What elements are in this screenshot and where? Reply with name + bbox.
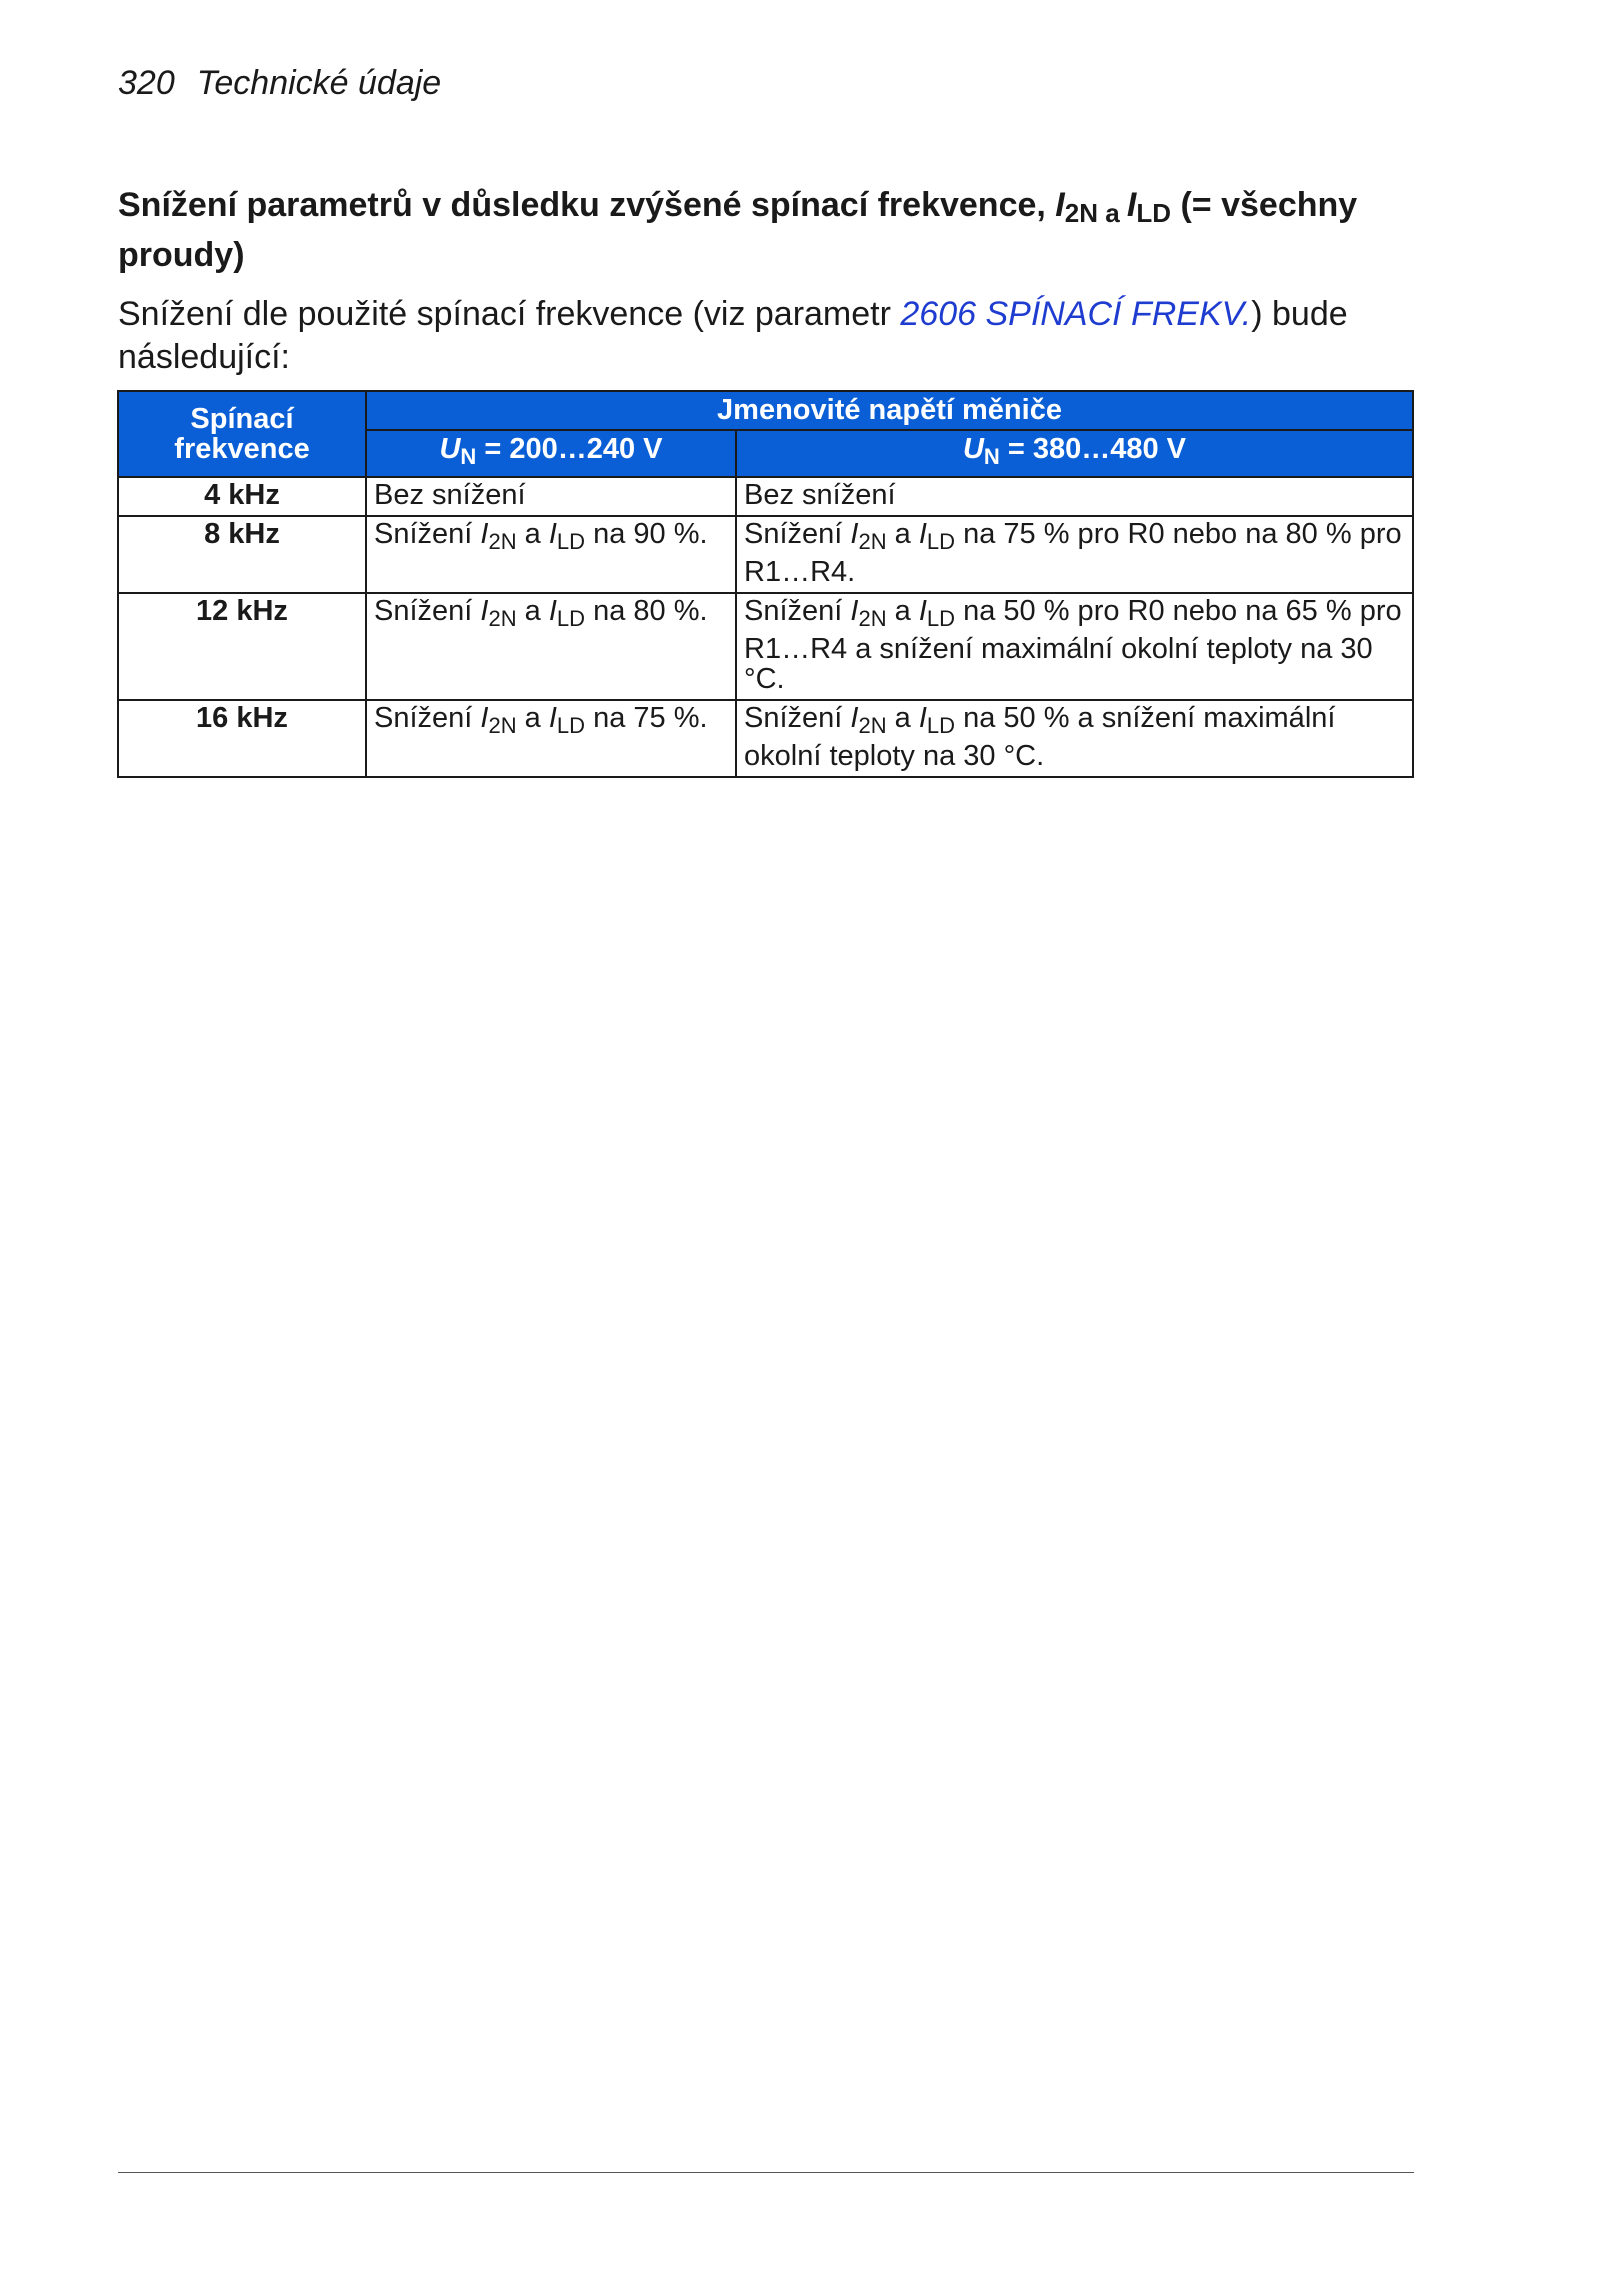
var-i: I [918, 595, 927, 627]
header-rated-voltage: Jmenovité napětí měniče [366, 391, 1413, 430]
var-i: I [548, 595, 557, 627]
header-frequency: Spínací frekvence [118, 391, 366, 477]
var-u: U [962, 433, 984, 465]
sub-2n: 2N [858, 713, 887, 738]
running-title: Technické údaje [196, 64, 442, 102]
footer-rule [118, 2172, 1414, 2173]
t: na 50 % a snížení maximální okolní teploty na 30 °C. [744, 702, 1336, 772]
sub-ld: LD [556, 529, 586, 554]
t: Snížení [744, 518, 851, 550]
t: a [886, 595, 919, 627]
t: na 50 % pro R0 nebo na 65 % pro R1…R4 a snížení maximální okolní teploty na 30 °C. [744, 595, 1402, 695]
var-i: I [548, 702, 557, 734]
voltage-range: = 380…480 V [999, 433, 1187, 465]
cell-derating-200-240 [366, 593, 736, 700]
parameter-link[interactable]: 2606 SPÍNACÍ FREKV. [900, 295, 1252, 333]
table-row [118, 477, 1413, 516]
cell-derating-200-240 [366, 700, 736, 777]
header-voltage-380-480 [736, 430, 1413, 477]
cell-derating-380-480 [736, 516, 1413, 593]
sub-n: N [983, 444, 1000, 469]
var-i: I [918, 518, 927, 550]
t: a [516, 595, 549, 627]
cell-derating-380-480: Bez snížení [736, 477, 1413, 516]
cell-frequency: 12 kHz [118, 593, 366, 700]
title-text: Snížení parametrů v důsledku zvýšené spínací frekvence, [118, 186, 1056, 224]
var-i: I [918, 702, 927, 734]
t: a [516, 702, 549, 734]
t: na 80 %. [585, 595, 708, 627]
t: a [886, 518, 919, 550]
sub-ld: LD [556, 606, 586, 631]
page-number: 320 [118, 64, 175, 102]
intro-text: Snížení dle použité spínací frekvence (viz parametr [118, 295, 901, 333]
derating-table [117, 390, 1414, 778]
title-sub-2n: 2N [1064, 198, 1098, 228]
var-i: I [850, 518, 859, 550]
sub-2n: 2N [858, 606, 887, 631]
t: a [886, 702, 919, 734]
cell-frequency: 4 kHz [118, 477, 366, 516]
intro-text-end: ) bude následující: [118, 295, 1348, 376]
voltage-range: = 200…240 V [476, 433, 663, 465]
table-row [118, 593, 1413, 700]
section-title [118, 184, 1418, 276]
var-i: I [850, 702, 859, 734]
sub-n: N [460, 444, 477, 469]
t: Snížení [374, 518, 481, 550]
var-i: I [480, 702, 489, 734]
intro-paragraph [118, 293, 1418, 379]
title-var-i-2: I [1126, 186, 1137, 224]
var-i: I [480, 518, 489, 550]
var-i: I [850, 595, 859, 627]
table-row [118, 516, 1413, 593]
sub-ld: LD [926, 713, 956, 738]
var-i: I [480, 595, 489, 627]
title-text-end: (= všechny proudy) [118, 186, 1358, 274]
cell-frequency: 8 kHz [118, 516, 366, 593]
title-sub-a: a [1097, 198, 1127, 228]
title-sub-ld: LD [1136, 198, 1172, 228]
t: na 75 % pro R0 nebo na 80 % pro R1…R4. [744, 518, 1402, 588]
t: a [516, 518, 549, 550]
t: na 90 %. [585, 518, 708, 550]
var-u: U [439, 433, 461, 465]
sub-2n: 2N [488, 713, 517, 738]
sub-2n: 2N [858, 529, 887, 554]
t: na 75 %. [585, 702, 708, 734]
cell-derating-380-480 [736, 593, 1413, 700]
t: Snížení [374, 702, 481, 734]
title-var-i: I [1055, 186, 1065, 224]
t: Snížení [374, 595, 481, 627]
sub-ld: LD [926, 529, 956, 554]
cell-derating-380-480 [736, 700, 1413, 777]
t: Snížení [744, 702, 851, 734]
sub-2n: 2N [488, 606, 517, 631]
table-row [118, 700, 1413, 777]
sub-2n: 2N [488, 529, 517, 554]
page-header [118, 64, 441, 103]
cell-derating-200-240 [366, 516, 736, 593]
cell-frequency: 16 kHz [118, 700, 366, 777]
sub-ld: LD [556, 713, 586, 738]
sub-ld: LD [926, 606, 956, 631]
t: Snížení [744, 595, 851, 627]
var-i: I [548, 518, 557, 550]
header-voltage-200-240 [366, 430, 736, 477]
cell-derating-200-240: Bez snížení [366, 477, 736, 516]
table-header-row [118, 391, 1413, 430]
